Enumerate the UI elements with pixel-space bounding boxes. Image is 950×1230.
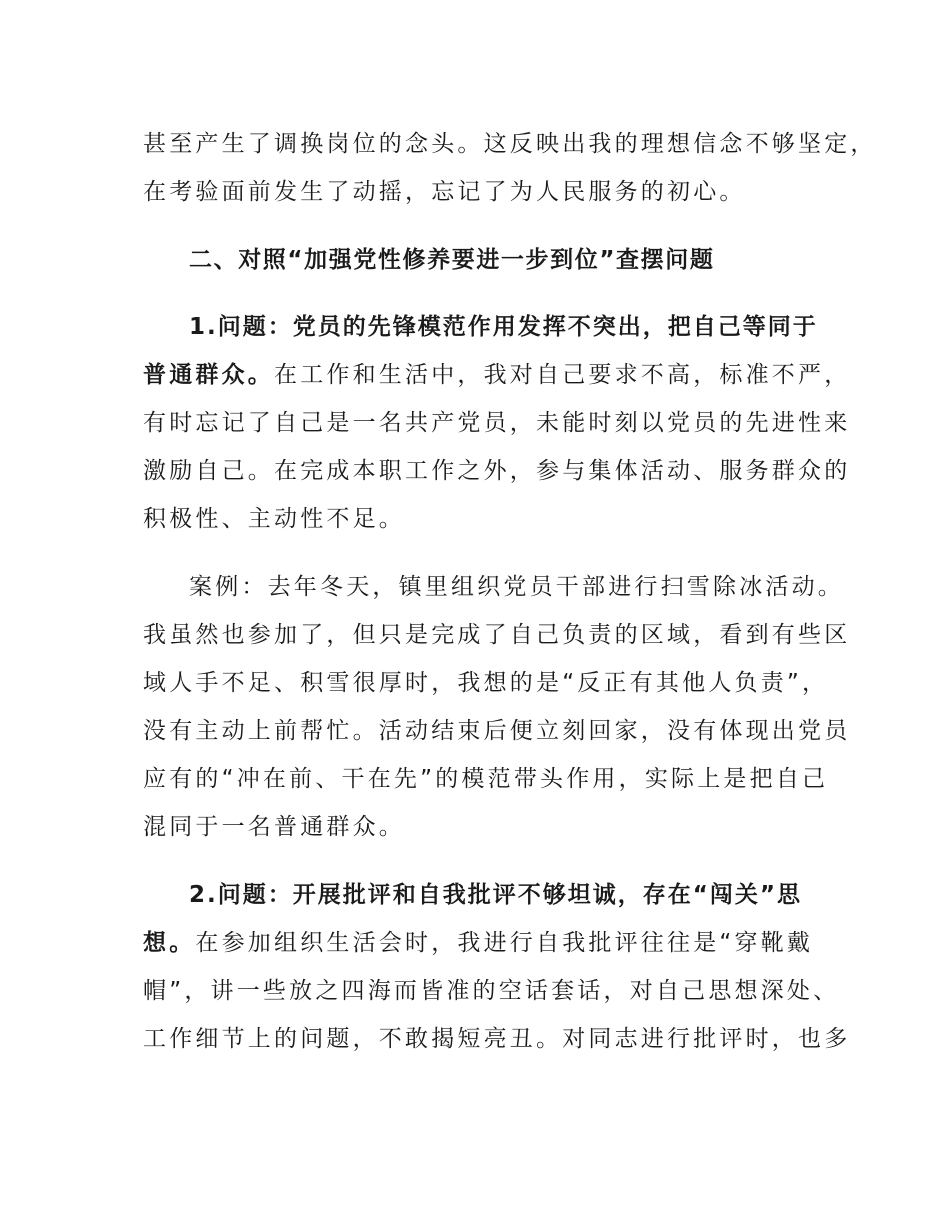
paragraph-line: 积极性、主动性不足。	[143, 506, 405, 532]
paragraph-line: 混同于一名普通群众。	[143, 814, 405, 840]
paragraph-line: 没有主动上前帮忙。活动结束后便立刻回家，没有体现出党员	[143, 718, 851, 744]
paragraph-line: 我虽然也参加了，但只是完成了自己负责的区域，看到有些区	[143, 622, 851, 648]
issue-2-title: 2.问题：开展批评和自我批评不够坦诚，存在“闯关”思	[189, 882, 802, 908]
paragraph-line	[143, 928, 823, 958]
paragraph-line: 工作细节上的问题，不敢揭短亮丑。对同志进行批评时，也多	[143, 1026, 851, 1052]
paragraph-line: 激励自己。在完成本职工作之外，参与集体活动、服务群众的	[143, 458, 851, 484]
paragraph-line	[143, 360, 851, 390]
case-paragraph-line: 案例：去年冬天，镇里组织党员干部进行扫雪除冰活动。	[189, 574, 844, 600]
paragraph-line: 域人手不足、积雪很厚时，我想的是“反正有其他人负责”，	[143, 670, 829, 696]
paragraph-line: 在考验面前发生了动摇，忘记了为人民服务的初心。	[143, 179, 746, 205]
paragraph-line: 帽”，讲一些放之四海而皆准的空话套话，对自己思想深处、	[143, 978, 840, 1004]
paragraph-line: 有时忘记了自己是一名共产党员，未能时刻以党员的先进性来	[143, 410, 851, 436]
issue-1-text: 在工作和生活中，我对自己要求不高，标准不严，	[274, 362, 851, 388]
issue-2-title-tail: 想。	[143, 930, 196, 956]
paragraph-line: 甚至产生了调换岗位的念头。这反映出我的理想信念不够坚定，	[143, 131, 877, 157]
section-heading: 二、对照“加强党性修养要进一步到位”查摆问题	[189, 247, 715, 273]
issue-2-text: 在参加组织生活会时，我进行自我批评往往是“穿靴戴	[195, 930, 814, 956]
issue-1-title-tail: 普通群众。	[143, 362, 274, 388]
issue-1-title: 1.问题：党员的先锋模范作用发挥不突出，把自己等同于	[189, 314, 818, 340]
paragraph-line: 应有的“冲在前、干在先”的模范带头作用，实际上是把自己	[143, 766, 829, 792]
